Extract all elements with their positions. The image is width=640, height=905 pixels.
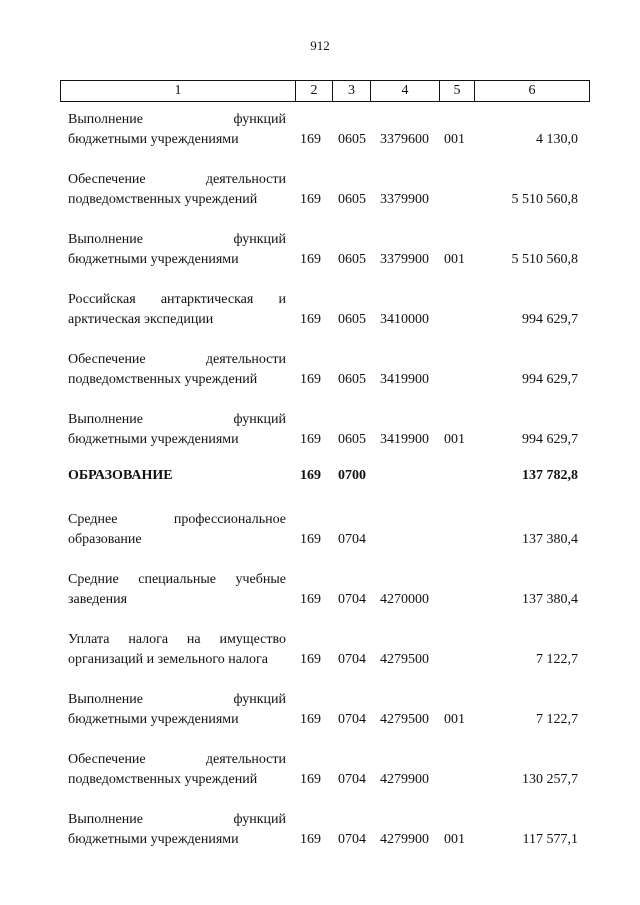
row-name: [68, 466, 286, 486]
row-col-3: 0605: [338, 312, 366, 327]
table-row: [0, 630, 640, 670]
row-col-5: 001: [444, 432, 465, 447]
header-col-2: 2: [296, 81, 333, 101]
row-name-line-2: арктическая экспедиции: [68, 312, 214, 327]
table-row: [0, 410, 640, 450]
row-col-6: 4 130,0: [536, 132, 578, 147]
row-col-4: 4279500: [380, 712, 429, 727]
row-col-2: 169: [300, 652, 321, 667]
row-col-6: 137 380,4: [522, 592, 578, 607]
row-col-2: 169: [300, 772, 321, 787]
row-col-3: 0704: [338, 772, 366, 787]
table-row: [0, 230, 640, 270]
row-name: [68, 510, 286, 550]
row-col-4: 3379600: [380, 132, 429, 147]
table-row: [0, 810, 640, 850]
row-name-line-2: бюджетными учреждениями: [68, 712, 239, 727]
row-name: [68, 230, 286, 270]
row-name-line-1: Обеспечение деятельности: [68, 172, 286, 187]
row-name: [68, 350, 286, 390]
row-col-2: 169: [300, 252, 321, 267]
row-name-line-1: ОБРАЗОВАНИЕ: [68, 468, 173, 483]
table-row: [0, 110, 640, 150]
row-col-5: 001: [444, 252, 465, 267]
row-col-2: 169: [300, 832, 321, 847]
row-col-4: 3419900: [380, 432, 429, 447]
row-name-line-1: Среднее профессиональное: [68, 512, 286, 527]
row-col-4: 3379900: [380, 252, 429, 267]
row-name: [68, 630, 286, 670]
row-col-6: 5 510 560,8: [511, 252, 578, 267]
row-col-2: 169: [300, 712, 321, 727]
row-col-3: 0605: [338, 432, 366, 447]
row-col-6: 994 629,7: [522, 312, 578, 327]
row-name: [68, 690, 286, 730]
row-col-4: 4279500: [380, 652, 429, 667]
row-name: [68, 410, 286, 450]
row-col-3: 0704: [338, 532, 366, 547]
row-col-2: 169: [300, 592, 321, 607]
row-col-6: 7 122,7: [536, 652, 578, 667]
row-name-line-1: Выполнение функций: [68, 412, 286, 427]
table-header: [60, 80, 590, 102]
header-col-5: 5: [440, 81, 475, 101]
row-name-line-1: Выполнение функций: [68, 812, 286, 827]
row-col-6: 137 782,8: [522, 468, 578, 483]
row-col-2: 169: [300, 432, 321, 447]
row-col-2: 169: [300, 312, 321, 327]
row-name-line-1: Выполнение функций: [68, 692, 286, 707]
row-name: [68, 570, 286, 610]
row-name-line-2: подведомственных учреждений: [68, 192, 258, 207]
table-row: [0, 750, 640, 790]
row-name-line-2: заведения: [68, 592, 128, 607]
row-col-2: 169: [300, 468, 321, 483]
row-name: [68, 290, 286, 330]
header-col-1: 1: [61, 81, 296, 101]
table-row: [0, 170, 640, 210]
table-row: [0, 350, 640, 390]
row-col-3: 0605: [338, 252, 366, 267]
row-col-5: 001: [444, 712, 465, 727]
row-name-line-1: Уплата налога на имущество: [68, 632, 286, 647]
row-name-line-1: Выполнение функций: [68, 112, 286, 127]
row-col-2: 169: [300, 132, 321, 147]
table-row: [0, 570, 640, 610]
row-col-3: 0704: [338, 832, 366, 847]
row-col-3: 0704: [338, 652, 366, 667]
row-name-line-2: бюджетными учреждениями: [68, 832, 239, 847]
row-col-3: 0704: [338, 592, 366, 607]
row-name-line-2: подведомственных учреждений: [68, 372, 258, 387]
row-col-3: 0605: [338, 132, 366, 147]
table-row: [0, 690, 640, 730]
row-name-line-1: Обеспечение деятельности: [68, 752, 286, 767]
row-col-6: 994 629,7: [522, 432, 578, 447]
row-name-line-1: Средние специальные учебные: [68, 572, 286, 587]
row-col-6: 130 257,7: [522, 772, 578, 787]
row-col-5: 001: [444, 132, 465, 147]
header-col-3: 3: [333, 81, 371, 101]
row-name: [68, 810, 286, 850]
row-col-4: 3419900: [380, 372, 429, 387]
row-name: [68, 110, 286, 150]
row-col-3: 0605: [338, 192, 366, 207]
table-row: [0, 466, 640, 506]
row-name-line-2: образование: [68, 532, 142, 547]
row-col-4: 4279900: [380, 772, 429, 787]
row-name-line-2: организаций и земельного налога: [68, 652, 268, 667]
header-col-6: 6: [528, 83, 536, 98]
row-name: [68, 750, 286, 790]
row-col-3: 0700: [338, 468, 366, 483]
row-col-4: 4270000: [380, 592, 429, 607]
row-col-6: 994 629,7: [522, 372, 578, 387]
row-name-line-1: Российская антарктическая и: [68, 292, 286, 307]
table-row: [0, 290, 640, 330]
row-col-6: 5 510 560,8: [511, 192, 578, 207]
row-name-line-1: Обеспечение деятельности: [68, 352, 286, 367]
row-col-2: 169: [300, 372, 321, 387]
row-col-4: 4279900: [380, 832, 429, 847]
row-name-line-2: бюджетными учреждениями: [68, 432, 239, 447]
row-col-2: 169: [300, 192, 321, 207]
row-name: [68, 170, 286, 210]
row-col-6: 137 380,4: [522, 532, 578, 547]
row-col-4: 3410000: [380, 312, 429, 327]
row-name-line-2: подведомственных учреждений: [68, 772, 258, 787]
row-name-line-2: бюджетными учреждениями: [68, 252, 239, 267]
row-name-line-1: Выполнение функций: [68, 232, 286, 247]
row-col-5: 001: [444, 832, 465, 847]
row-col-2: 169: [300, 532, 321, 547]
page-number: 912: [310, 38, 330, 53]
row-name-line-2: бюджетными учреждениями: [68, 132, 239, 147]
row-col-6: 117 577,1: [522, 832, 578, 847]
row-col-3: 0605: [338, 372, 366, 387]
table-row: [0, 510, 640, 550]
header-col-4: 4: [371, 81, 440, 101]
row-col-4: 3379900: [380, 192, 429, 207]
row-col-6: 7 122,7: [536, 712, 578, 727]
row-col-3: 0704: [338, 712, 366, 727]
